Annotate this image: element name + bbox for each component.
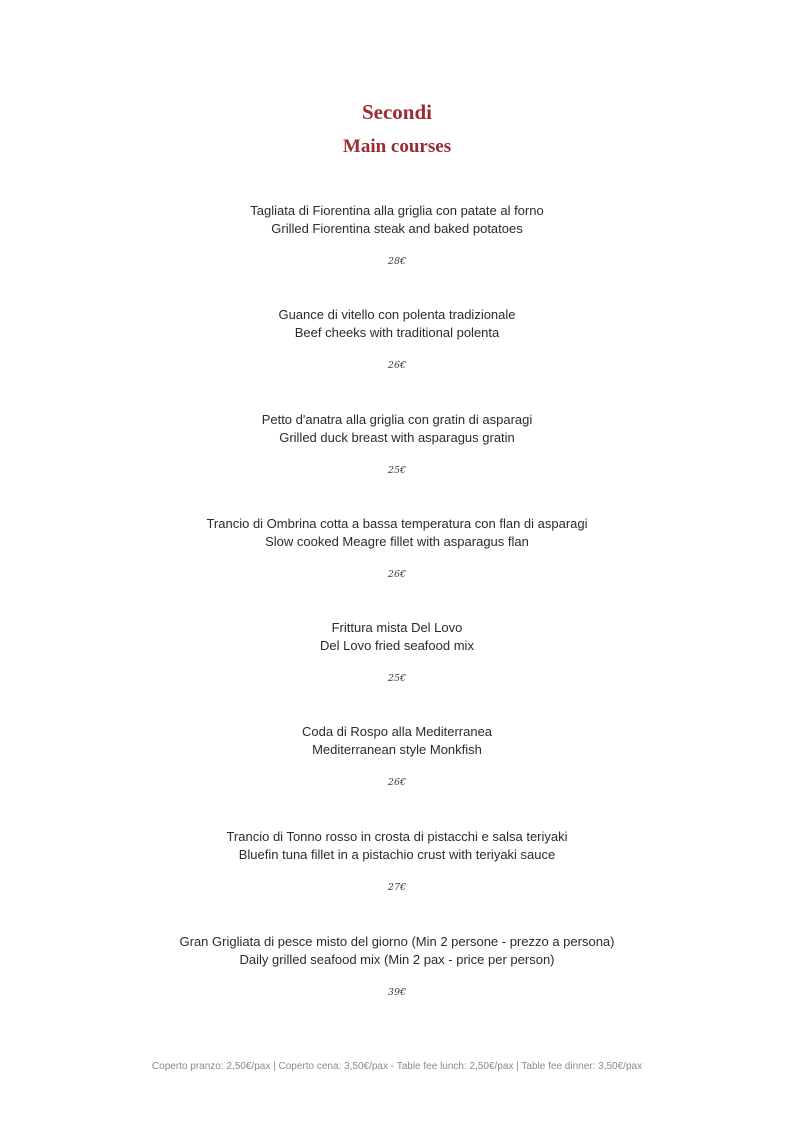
dish-name-italian: Coda di Rospo alla Mediterranea [301,724,493,739]
dish-name-italian: Trancio di Tonno rosso in crosta di pistacchi e salsa teriyaki [226,829,568,844]
dish-name-english: Beef cheeks with traditional polenta [294,325,500,340]
dish-item [0,828,794,895]
dish-name-english: Del Lovo fried seafood mix [320,638,474,653]
cover-charge-note: Coperto pranzo: 2,50€/pax | Coperto cena: 3,50€/pax - Table fee lunch: 2,50€/pax | Table fee dinner: 3,50€/pax [151,1061,643,1072]
dish-item [0,202,794,269]
dish-item [0,619,794,686]
dish-name-english: Grilled duck breast with asparagus gratin [279,430,515,445]
dish-name-italian: Trancio di Ombrina cotta a bassa temperatura con flan di asparagi [206,516,588,531]
dish-item [0,515,794,582]
dish-price: 25€ [387,673,407,684]
dish-name-italian: Tagliata di Fiorentina alla griglia con patate al forno [250,203,544,218]
dish-item [0,411,794,478]
dish-name-english: Bluefin tuna fillet in a pistachio crust with teriyaki sauce [238,847,556,862]
dish-price: 27€ [387,882,407,893]
dish-item [0,933,794,1000]
dish-item [0,306,794,373]
dish-item [0,723,794,790]
dish-price: 28€ [387,256,407,267]
dish-name-english: Slow cooked Meagre fillet with asparagus flan [265,534,529,549]
dish-name-italian: Petto d'anatra alla griglia con gratin di asparagi [261,412,533,427]
page-title: Secondi [361,100,432,124]
dish-price: 26€ [387,360,407,371]
dish-price: 39€ [387,987,407,998]
dish-price: 26€ [387,777,407,788]
dish-name-italian: Guance di vitello con polenta tradizionale [278,307,516,322]
dish-price: 25€ [387,465,407,476]
dish-name-english: Daily grilled seafood mix (Min 2 pax - price per person) [239,952,555,967]
dish-name-italian: Gran Grigliata di pesce misto del giorno (Min 2 persone - prezzo a persona) [179,934,615,949]
dish-name-italian: Frittura mista Del Lovo [331,620,463,635]
dish-name-english: Grilled Fiorentina steak and baked potatoes [271,221,523,236]
dish-name-english: Mediterranean style Monkfish [312,742,482,757]
page-subtitle: Main courses [342,136,452,157]
dish-price: 26€ [387,569,407,580]
